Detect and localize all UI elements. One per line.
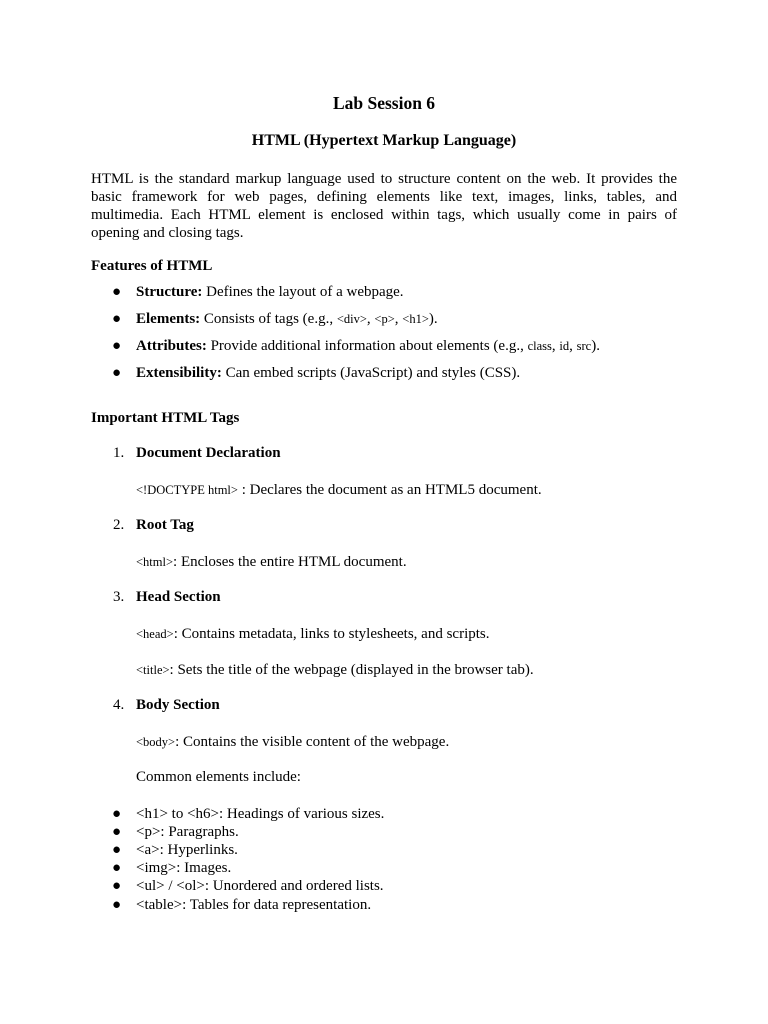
feature-desc: Provide additional information about elements (e.g.,: [206, 338, 528, 354]
page-title: Lab Session 6: [332, 93, 436, 113]
bullet-icon: ●: [112, 842, 122, 858]
step-line: [136, 662, 534, 679]
step-line: [136, 626, 490, 643]
code-snippet: src: [576, 339, 592, 353]
common-bullet: [112, 824, 136, 841]
common-intro: Common elements include:: [136, 769, 301, 785]
feature-label: Structure:: [136, 284, 203, 300]
feature-text: [136, 284, 404, 301]
common-item: <img>: Images.: [136, 860, 232, 876]
feature-item: [112, 365, 136, 382]
step-desc: : Contains the visible content of the webpage.: [175, 734, 450, 750]
page-subtitle: HTML (Hypertext Markup Language): [251, 132, 517, 149]
bullet-icon: ●: [112, 860, 122, 876]
feature-item: [112, 311, 136, 328]
step-line: [136, 482, 542, 499]
code-snippet: <h1>: [402, 312, 429, 326]
features-heading: Features of HTML: [91, 258, 213, 274]
code-snippet: <head>: [136, 627, 174, 641]
bullet-icon: ●: [112, 806, 122, 822]
intro-paragraph: HTML is the standard markup language used to structure content on the web. It provides the basic framework for web pages, defining elements like text, images, links, tables, and multimedia. Each HTML element is enclosed within tags, which usually come in pairs of opening and closing tags.: [91, 171, 677, 241]
feature-label: Elements:: [136, 311, 201, 327]
separator: ,: [366, 311, 375, 327]
step-title: Head Section: [136, 589, 221, 605]
separator: ,: [569, 338, 577, 354]
common-item: <a>: Hyperlinks.: [136, 842, 238, 858]
feature-label: Extensibility:: [136, 365, 222, 381]
code-snippet: <title>: [136, 663, 170, 677]
step-desc: : Declares the document as an HTML5 document.: [237, 482, 542, 498]
common-bullet: [112, 897, 136, 914]
code-snippet: <body>: [136, 735, 176, 749]
feature-item: [112, 338, 136, 355]
code-snippet: <!DOCTYPE html>: [136, 483, 238, 497]
step-line: [136, 554, 407, 571]
common-item: <h1> to <h6>: Headings of various sizes.: [136, 806, 385, 822]
tags-heading: Important HTML Tags: [91, 410, 240, 426]
step-desc: : Sets the title of the webpage (displayed in the browser tab).: [169, 662, 534, 678]
common-item: <p>: Paragraphs.: [136, 824, 239, 840]
bullet-icon: ●: [112, 365, 122, 381]
code-snippet: <div>: [336, 312, 367, 326]
feature-text: [136, 311, 438, 328]
bullet-icon: ●: [112, 284, 122, 300]
feature-label: Attributes:: [136, 338, 207, 354]
feature-desc: Defines the layout of a webpage.: [202, 284, 404, 300]
bullet-icon: ●: [112, 824, 122, 840]
common-bullet: [112, 806, 136, 823]
bullet-icon: ●: [112, 311, 122, 327]
bullet-icon: ●: [112, 897, 122, 913]
code-snippet: <p>: [374, 312, 395, 326]
feature-item: [112, 284, 136, 301]
bullet-icon: ●: [112, 338, 122, 354]
step-desc: : Encloses the entire HTML document.: [173, 554, 407, 570]
common-item: <table>: Tables for data representation.: [136, 897, 372, 913]
code-snippet: <html>: [136, 555, 174, 569]
common-bullet: [112, 842, 136, 859]
separator: ,: [551, 338, 560, 354]
feature-desc-end: ).: [428, 311, 438, 327]
common-bullet: [112, 878, 136, 895]
feature-desc: Consists of tags (e.g.,: [200, 311, 337, 327]
feature-desc-end: ).: [591, 338, 600, 354]
step-title: Body Section: [136, 697, 220, 713]
separator: ,: [394, 311, 403, 327]
step-title: Root Tag: [136, 517, 194, 533]
step-desc: : Contains metadata, links to stylesheets, and scripts.: [173, 626, 490, 642]
step-title: Document Declaration: [136, 445, 281, 461]
step-number: 4.: [113, 697, 125, 713]
feature-text: [136, 365, 520, 382]
common-bullet: [112, 860, 136, 877]
bullet-icon: ●: [112, 878, 122, 894]
step-number: 1.: [113, 445, 125, 461]
common-item: <ul> / <ol>: Unordered and ordered lists.: [136, 878, 384, 894]
code-snippet: id: [559, 339, 570, 353]
step-line: [136, 734, 449, 751]
feature-text: [136, 338, 600, 355]
step-number: 3.: [113, 589, 125, 605]
feature-desc: Can embed scripts (JavaScript) and styles (CSS).: [221, 365, 521, 381]
step-number: 2.: [113, 517, 125, 533]
code-snippet: class: [527, 339, 552, 353]
